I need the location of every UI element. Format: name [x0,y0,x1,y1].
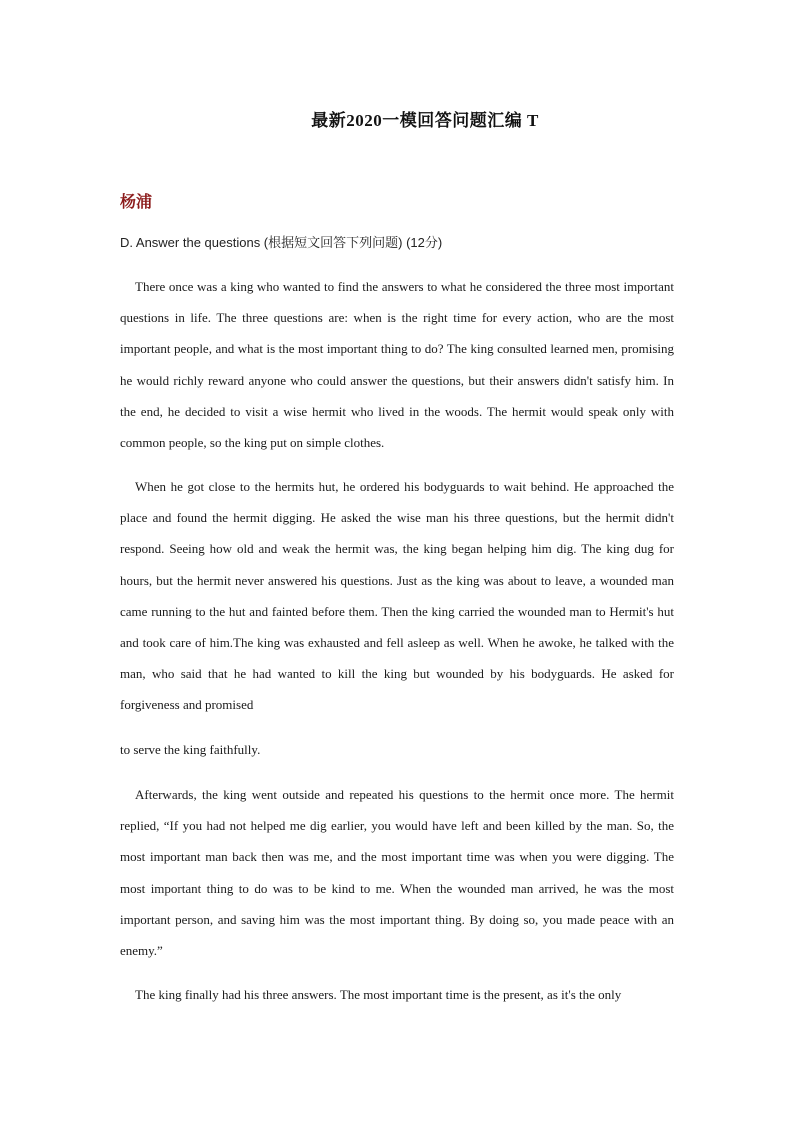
paragraph-2: When he got close to the hermits hut, he ordered his bodyguards to wait behind. He approached the place and found the hermit digging. He asked the wise man his three questions, but the hermit didn't respond. Seeing how old and weak the hermit was, the king began helping him dig. The king dug for hours, but the hermit never answered his questions. Just as the king was about to leave, a wounded man came running to the hut and fainted before them. Then the king carried the wounded man to Hermit's hut and took care of him.The king was exhausted and fell asleep as well. When he awoke, he talked with the man, who said that he had wanted to kill the king but wounded by his bodyguards. He asked for forgiveness and promised [120,479,674,713]
task-instruction: D. Answer the questions (根据短文回答下列问题) (12分) [120,235,443,250]
paragraph-1: There once was a king who wanted to find the answers to what he considered the three most important questions in life. The three questions are: when is the right time for every action, who are the most important people, and what is the most important thing to do? The king consulted learned men, promising he would richly reward anyone who could answer the questions, but their answers didn't satisfy him. In the end, he decided to visit a wise hermit who lived in the woods. The hermit would speak only with common people, so the king put on simple clothes. [120,279,674,451]
section-heading-district: 杨浦 [120,194,153,211]
paragraph-3: Afterwards, the king went outside and repeated his questions to the hermit once more. The hermit replied, “If you had not helped me dig earlier, you would have left and been killed by the man. So, the most important man back then was me, and the most important time was when you were digging. The most important thing to do was to be kind to me. When the wounded man arrived, he was the most important person, and saving him was the most important thing. By doing so, you made peace with an enemy.” [120,787,674,959]
document-title: 最新2020一模回答问题汇编 T [311,111,539,130]
paragraph-4: The king finally had his three answers. The most important time is the present, as it's the only [135,987,622,1002]
paragraph-continuation: to serve the king faithfully. [120,742,261,757]
